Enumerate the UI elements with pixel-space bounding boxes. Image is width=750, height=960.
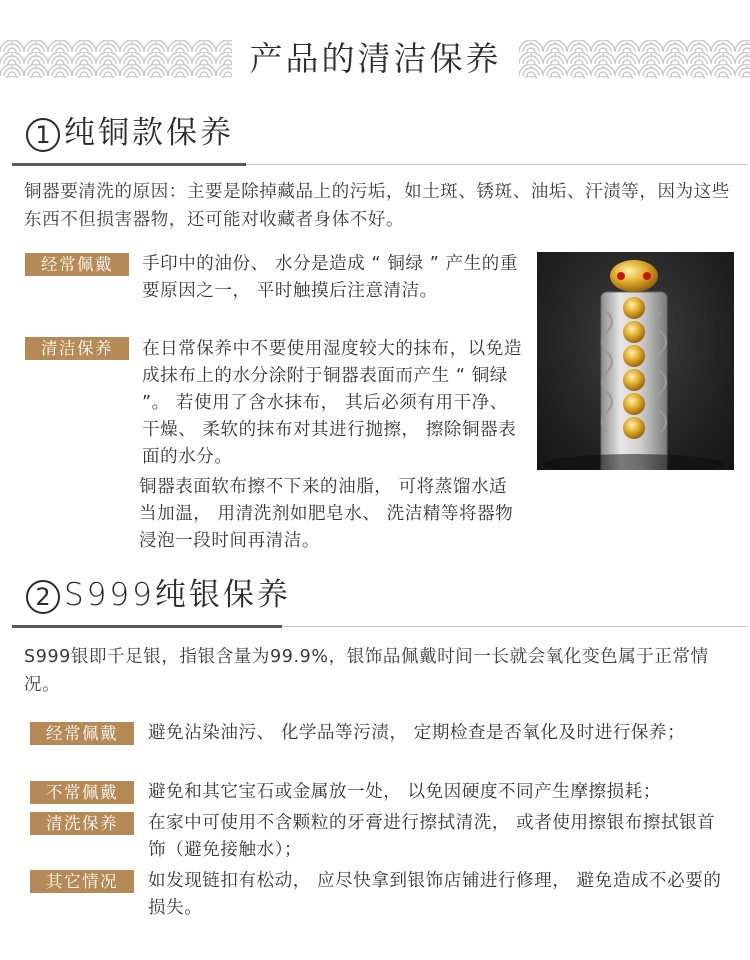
section2-number: 2 [26,580,60,614]
section1-tag-1: 经常佩戴 [25,253,129,276]
section2-text-4: 如发现链扣有松动， 应尽快拿到银饰店铺进行修理， 避免造成不必要的损失。 [148,871,722,918]
section2-title: S999纯银保养 [64,577,291,613]
section2-text-3: 在家中可使用不含颗粒的牙膏进行擦拭清洗， 或者使用擦银布擦拭银首饰（避免接触水）； [148,813,716,860]
section1-title: 纯铜款保养 [64,115,234,151]
section2-tag-4: 其它情况 [30,870,134,893]
section1-rule [12,163,246,166]
section1-heading [12,106,748,166]
section1-tag-2: 清洁保养 [25,337,129,360]
page-title: 产品的清洁保养 [249,39,502,78]
section2-tag-2: 不常佩戴 [30,781,134,804]
section1-text-2: 在日常保养中不要使用湿度较大的抹布，以免造成抹布上的水分涂附于铜器表面而产生 “ 铜绿 ”。 若使用了含水抹布， 其后必须有用干净、 干燥、 柔软的抹布对其进行抛擦， 擦除铜器表面的水分。 [142,339,523,467]
pendant-photo [537,252,734,470]
section2-tag-1: 经常佩戴 [30,722,134,745]
section2-heading [12,568,748,628]
section2-text-2: 避免和其它宝石或金属放一处， 以免因硬度不同产生摩擦损耗； [148,782,661,802]
section1-number: 1 [26,118,60,152]
section2-rule-light [282,626,748,627]
section1-rule-light [246,164,748,165]
section1-intro: 铜器要清洗的原因：主要是除掉藏品上的污垢，如土斑、锈斑、油垢、汗渍等，因为这些东西不但损害器物，还可能对收藏者身体不好。 [24,182,730,230]
section2-text-1: 避免沾染油污、 化学品等污渍， 定期检查是否氧化及时进行保养； [148,723,686,743]
section1-text-1: 手印中的油份、 水分是造成 “ 铜绿 ” 产生的重要原因之一， 平时触摸后注意清洁。 [142,254,518,301]
section1-extra: 铜器表面软布擦不下来的油脂， 可将蒸馏水适当加温， 用清洗剂如肥皂水、 洗洁精等将器物浸泡一段时间再清洁。 [139,477,514,551]
header-banner [0,36,750,82]
section2-tag-3: 清洗保养 [30,812,134,835]
section2-intro: S999银即千足银，指银含量为99.9%，银饰品佩戴时间一长就会氧化变色属于正常情况。 [24,647,709,695]
section2-rule [12,625,282,628]
pendant-image [537,252,734,470]
wave-pattern-right [519,40,750,78]
wave-pattern-left [0,40,232,78]
